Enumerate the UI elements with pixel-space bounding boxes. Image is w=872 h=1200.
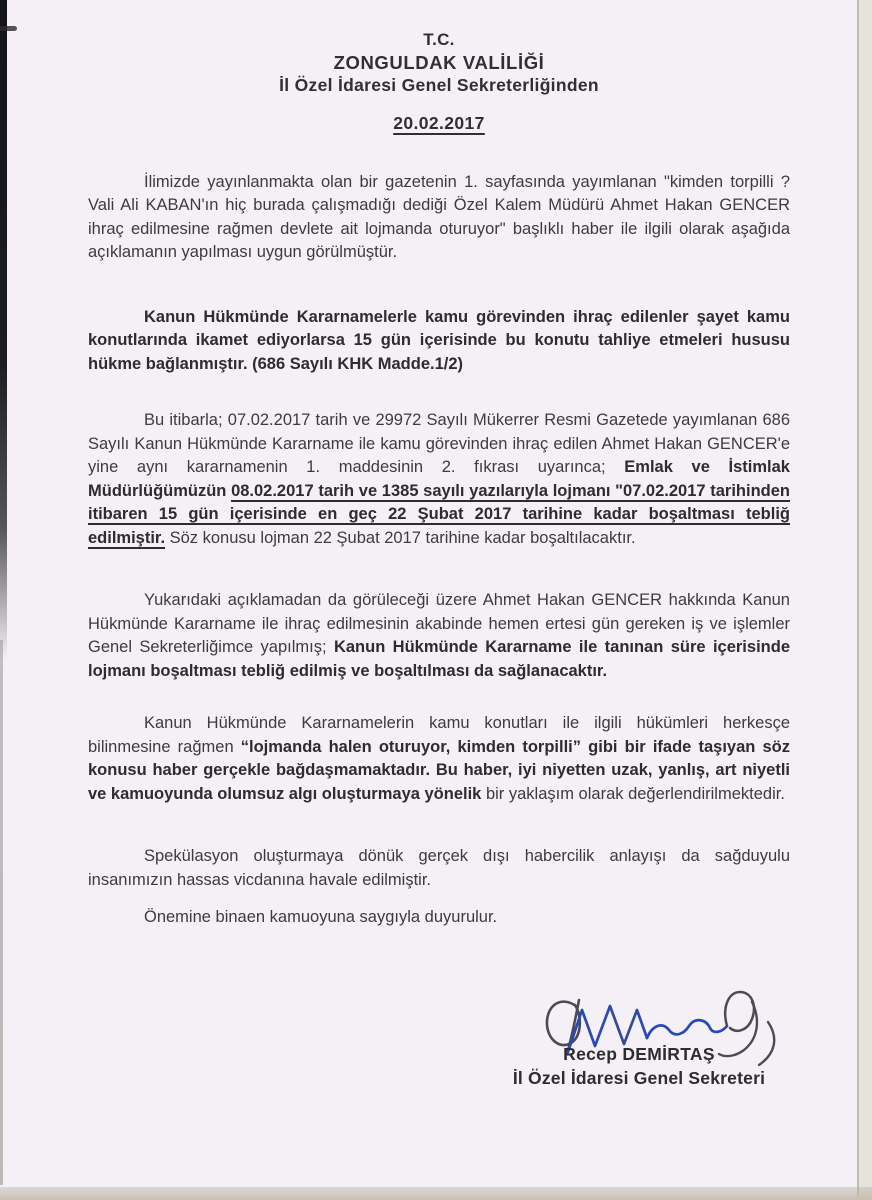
signature-stroke: [647, 1020, 727, 1038]
paragraph: [88, 306, 790, 377]
header-country: T.C.: [423, 30, 455, 49]
scan-edge-bottom: [0, 1187, 872, 1200]
scan-edge-right: [857, 0, 872, 1200]
text-segment: Söz konusu lojman 22 Şubat 2017 tarihine kadar boşaltılacaktır.: [165, 528, 636, 547]
signatory-name: Recep DEMİRTAŞ: [563, 1044, 715, 1064]
text-segment: Kanun Hükmünde Kararname ile tanınan süre içerisinde lojmanı boşaltması tebliğ edilmiş ve boşaltılması da sağlanacaktır.: [88, 638, 790, 680]
paragraph: [88, 845, 790, 892]
signatory-title: İl Özel İdaresi Genel Sekreteri: [512, 1068, 766, 1088]
document-date: 20.02.2017: [393, 113, 485, 133]
scan-edge-left: [0, 0, 7, 660]
text-segment: bir yaklaşım olarak değerlendirilmektedir.: [485, 784, 785, 803]
text-segment: Önemine binaen kamuoyuna saygıyla duyurulur.: [144, 908, 498, 926]
text-segment: İlimizde yayınlanmakta olan bir gazetenin 1. sayfasında yayımlanan "kimden torpilli ? Vali Ali KABAN'ın hiç burada çalışmadığı dediği Özel Kalem Müdürü Ahmet Hakan GENCER ihraç edilmesine rağmen devlete ait lojmanda oturuyor" başlıklı haber ile ilgili olarak aşağıda açıklamanın yapılması uygun görülmüştür.: [88, 172, 790, 261]
text-segment: Bu itibarla; 07.02.2017 tarih ve 29972 Sayılı Mükerrer Resmi Gazetede yayımlanan 686 Sayılı Kanun Hükmünde Kararname ile kamu görevinden ihraç edilen Ahmet Hakan GENCER'e yine aynı kararnamenin 1. maddesinin 2. fıkrası uyarınca;: [88, 411, 790, 476]
header-authority: ZONGULDAK VALİLİĞİ: [333, 52, 545, 73]
signature-block: [464, 988, 814, 1091]
paragraph: [88, 589, 790, 683]
text-segment: Kanun Hükmünde Kararnamelerin kamu konutları ile ilgili hükümleri herkesçe bilinmesine rağmen: [88, 714, 790, 756]
paragraph: [88, 409, 790, 550]
signature-stroke: [610, 1006, 637, 1044]
paragraph: [88, 712, 790, 806]
text-segment: “lojmanda halen oturuyor, kimden torpilli” gibi bir ifade taşıyan söz konusu haber gerçekle bağdaşmamaktadır. Bu haber, iyi niyetten uzak, yanlış, art niyetli ve kamuoyunda olumsuz algı oluşturmaya yönelik: [88, 737, 790, 803]
text-segment: Spekülasyon oluşturmaya dönük gerçek dışı habercilik anlayışı da sağduyulu insanımızın hassas vicdanına havale edilmiştir.: [88, 847, 790, 889]
paragraph: [88, 171, 790, 265]
header-office: İl Özel İdaresi Genel Sekreterliğinden: [279, 75, 599, 95]
document-content: [88, 28, 790, 930]
text-segment: 08.02.2017 tarih ve 1385 sayılı yazılarıyla lojmanı "07.02.2017 tarihinden itibaren 15 gün içerisinde en geç 22 Şubat 2017 tarihine kadar boşaltması tebliğ edilmiştir.: [88, 481, 790, 547]
signature-stroke: [725, 992, 754, 1031]
text-segment: Yukarıdaki açıklamadan da görüleceği üzere Ahmet Hakan GENCER hakkında Kanun Hükmünde Kararname ile ihraç edilmesinin akabinde hemen ertesi gün gereken iş ve işlemler Genel Sekreterliğimce yapılmış;: [88, 591, 790, 656]
scan-corner-artifact: [0, 26, 17, 31]
text-segment: Kanun Hükmünde Kararnamelerle kamu görevinden ihraç edilenler şayet kamu konutlarında ikamet ediyorlarsa 15 gün içerisinde bu konutu tahliye etmeleri hususu hükme bağlanmıştır. (686 Sayılı KHK Madde.1/2): [88, 307, 790, 373]
paragraph: [88, 906, 790, 930]
scan-edge-left-lower: [0, 640, 3, 1185]
document-paragraphs: [88, 171, 790, 930]
document-header: [88, 28, 790, 137]
text-segment: Emlak ve İstimlak Müdürlüğümüzün: [88, 458, 790, 500]
